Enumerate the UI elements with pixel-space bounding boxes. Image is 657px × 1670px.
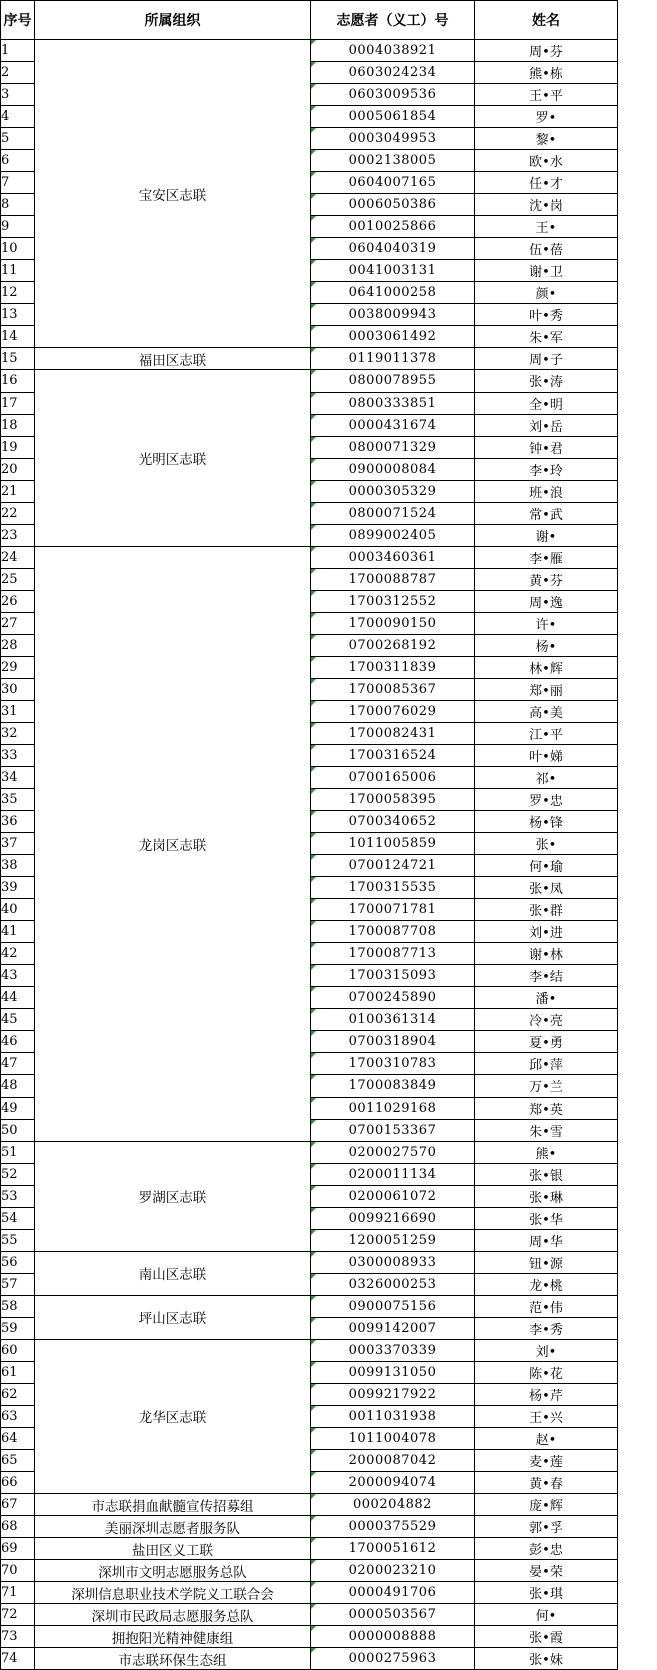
volunteer-id-cell: 0041003131 [311, 260, 475, 282]
row-index: 71 [1, 1582, 35, 1604]
table-row [1, 1538, 618, 1560]
volunteer-id-cell: 0010025866 [311, 216, 475, 238]
row-index: 67 [1, 1494, 35, 1516]
table-row [1, 1560, 618, 1582]
row-index: 21 [1, 480, 35, 502]
volunteer-id-cell: 0000008888 [311, 1626, 475, 1648]
name-cell: 王•兴 [475, 1405, 618, 1427]
row-index: 38 [1, 855, 35, 877]
volunteer-id-cell: 0200011134 [311, 1163, 475, 1185]
name-cell: 钮•源 [475, 1251, 618, 1273]
table-row [1, 370, 618, 392]
row-index: 47 [1, 1053, 35, 1075]
name-cell: 李•秀 [475, 1317, 618, 1339]
name-cell: 周•逸 [475, 590, 618, 612]
volunteer-id-cell: 0000503567 [311, 1604, 475, 1626]
name-cell: 龙•桃 [475, 1273, 618, 1295]
row-index: 73 [1, 1626, 35, 1648]
row-index: 7 [1, 172, 35, 194]
volunteer-id-cell: 0800071524 [311, 502, 475, 524]
name-cell: 黎• [475, 128, 618, 150]
name-cell: 杨•锋 [475, 811, 618, 833]
name-cell: 陈•花 [475, 1361, 618, 1383]
volunteer-id-cell: 1700087708 [311, 921, 475, 943]
name-cell: 颜• [475, 282, 618, 304]
volunteer-id-cell: 1200051259 [311, 1229, 475, 1251]
volunteer-id-cell: 1011004078 [311, 1427, 475, 1449]
row-index: 15 [1, 348, 35, 370]
name-cell: 王•平 [475, 84, 618, 106]
volunteer-id-cell: 0004038921 [311, 40, 475, 62]
volunteer-id-cell: 0002138005 [311, 150, 475, 172]
name-cell: 李•结 [475, 965, 618, 987]
header-name: 姓名 [475, 1, 618, 40]
table-row [1, 1604, 618, 1626]
volunteer-id-cell: 0700268192 [311, 634, 475, 656]
volunteer-id-cell: 1011005859 [311, 833, 475, 855]
name-cell: 刘• [475, 1339, 618, 1361]
name-cell: 熊•栋 [475, 62, 618, 84]
row-index: 41 [1, 921, 35, 943]
name-cell: 常•武 [475, 502, 618, 524]
volunteer-id-cell: 0603009536 [311, 84, 475, 106]
volunteer-id-cell: 0300008933 [311, 1251, 475, 1273]
volunteer-id-cell: 0038009943 [311, 304, 475, 326]
volunteer-id-cell: 0003460361 [311, 546, 475, 568]
volunteer-id-cell: 0000491706 [311, 1582, 475, 1604]
volunteer-id-cell: 0005061854 [311, 106, 475, 128]
name-cell: 郑•丽 [475, 678, 618, 700]
volunteer-id-cell: 1700090150 [311, 612, 475, 634]
volunteer-id-cell: 1700088787 [311, 568, 475, 590]
volunteer-id-cell: 0700245890 [311, 987, 475, 1009]
name-cell: 张•群 [475, 899, 618, 921]
name-cell: 万•兰 [475, 1075, 618, 1097]
organization-cell: 深圳市文明志愿服务总队 [35, 1560, 311, 1582]
row-index: 31 [1, 700, 35, 722]
volunteer-id-cell: 0326000253 [311, 1273, 475, 1295]
row-index: 36 [1, 811, 35, 833]
name-cell: 杨• [475, 634, 618, 656]
organization-cell: 美丽深圳志愿者服务队 [35, 1516, 311, 1538]
volunteer-id-cell: 1700082431 [311, 722, 475, 744]
row-index: 13 [1, 304, 35, 326]
row-index: 2 [1, 62, 35, 84]
volunteer-id-cell: 1700051612 [311, 1538, 475, 1560]
volunteer-id-cell: 2000094074 [311, 1472, 475, 1494]
organization-cell: 罗湖区志联 [35, 1141, 311, 1251]
name-cell: 杨•芹 [475, 1383, 618, 1405]
row-index: 66 [1, 1472, 35, 1494]
row-index: 44 [1, 987, 35, 1009]
row-index: 42 [1, 943, 35, 965]
organization-cell: 深圳市民政局志愿服务总队 [35, 1604, 311, 1626]
row-index: 32 [1, 722, 35, 744]
organization-cell: 福田区志联 [35, 348, 311, 370]
volunteer-id-cell: 1700087713 [311, 943, 475, 965]
table-row [1, 1295, 618, 1317]
organization-cell: 龙华区志联 [35, 1339, 311, 1493]
name-cell: 张•妹 [475, 1648, 618, 1670]
row-index: 20 [1, 458, 35, 480]
volunteer-id-cell: 1700312552 [311, 590, 475, 612]
volunteer-id-cell: 0900075156 [311, 1295, 475, 1317]
volunteer-id-cell: 0000431674 [311, 414, 475, 436]
name-cell: 全•明 [475, 392, 618, 414]
name-cell: 邱•萍 [475, 1053, 618, 1075]
volunteer-id-cell: 1700310783 [311, 1053, 475, 1075]
row-index: 4 [1, 106, 35, 128]
name-cell: 许• [475, 612, 618, 634]
name-cell: 张•霞 [475, 1626, 618, 1648]
volunteer-id-cell: 0899002405 [311, 524, 475, 546]
name-cell: 叶•秀 [475, 304, 618, 326]
table-row [1, 1582, 618, 1604]
volunteer-id-cell: 1700315535 [311, 877, 475, 899]
table-row [1, 1494, 618, 1516]
organization-cell: 拥抱阳光精神健康组 [35, 1626, 311, 1648]
header-volunteer-id: 志愿者（义工）号 [311, 1, 475, 40]
row-index: 45 [1, 1009, 35, 1031]
volunteer-id-cell: 0700153367 [311, 1119, 475, 1141]
name-cell: 沈•岗 [475, 194, 618, 216]
volunteer-id-cell: 0800071329 [311, 436, 475, 458]
name-cell: 张•凤 [475, 877, 618, 899]
organization-cell: 坪山区志联 [35, 1295, 311, 1339]
row-index: 61 [1, 1361, 35, 1383]
organization-cell: 市志联捐血献髓宣传招募组 [35, 1494, 311, 1516]
name-cell: 黄•春 [475, 1472, 618, 1494]
volunteer-id-cell: 0100361314 [311, 1009, 475, 1031]
row-index: 5 [1, 128, 35, 150]
volunteer-id-cell: 0003061492 [311, 326, 475, 348]
name-cell: 班•浪 [475, 480, 618, 502]
name-cell: 伍•蓓 [475, 238, 618, 260]
row-index: 30 [1, 678, 35, 700]
organization-cell: 光明区志联 [35, 370, 311, 546]
name-cell: 黄•芬 [475, 568, 618, 590]
table-row [1, 1339, 618, 1361]
organization-cell: 龙岗区志联 [35, 546, 311, 1141]
name-cell: 张•华 [475, 1207, 618, 1229]
row-index: 35 [1, 789, 35, 811]
volunteer-id-cell: 0604007165 [311, 172, 475, 194]
row-index: 24 [1, 546, 35, 568]
row-index: 3 [1, 84, 35, 106]
name-cell: 欧•水 [475, 150, 618, 172]
volunteer-id-cell: 0099142007 [311, 1317, 475, 1339]
row-index: 16 [1, 370, 35, 392]
row-index: 18 [1, 414, 35, 436]
table-row [1, 1141, 618, 1163]
row-index: 17 [1, 392, 35, 414]
header-row [1, 1, 618, 40]
name-cell: 张•琳 [475, 1185, 618, 1207]
table-body [1, 40, 618, 1670]
volunteer-id-cell: 000204882 [311, 1494, 475, 1516]
row-index: 26 [1, 590, 35, 612]
volunteer-id-cell: 0800078955 [311, 370, 475, 392]
name-cell: 周•华 [475, 1229, 618, 1251]
volunteer-id-cell: 0604040319 [311, 238, 475, 260]
row-index: 27 [1, 612, 35, 634]
row-index: 6 [1, 150, 35, 172]
table-row [1, 546, 618, 568]
name-cell: 李•雁 [475, 546, 618, 568]
name-cell: 张•琪 [475, 1582, 618, 1604]
name-cell: 谢• [475, 524, 618, 546]
name-cell: 彭•忠 [475, 1538, 618, 1560]
volunteer-id-cell: 0700318904 [311, 1031, 475, 1053]
volunteer-id-cell: 0000275963 [311, 1648, 475, 1670]
row-index: 22 [1, 502, 35, 524]
volunteer-id-cell: 0641000258 [311, 282, 475, 304]
row-index: 11 [1, 260, 35, 282]
row-index: 8 [1, 194, 35, 216]
row-index: 1 [1, 40, 35, 62]
volunteer-id-cell: 0011029168 [311, 1097, 475, 1119]
name-cell: 张•涛 [475, 370, 618, 392]
volunteer-id-cell: 0099131050 [311, 1361, 475, 1383]
name-cell: 朱•军 [475, 326, 618, 348]
volunteer-id-cell: 1700315093 [311, 965, 475, 987]
name-cell: 周•子 [475, 348, 618, 370]
name-cell: 晏•荣 [475, 1560, 618, 1582]
organization-cell: 宝安区志联 [35, 40, 311, 348]
row-index: 10 [1, 238, 35, 260]
name-cell: 刘•岳 [475, 414, 618, 436]
row-index: 49 [1, 1097, 35, 1119]
row-index: 63 [1, 1405, 35, 1427]
name-cell: 高•美 [475, 700, 618, 722]
volunteer-id-cell: 0011031938 [311, 1405, 475, 1427]
volunteer-id-cell: 0003049953 [311, 128, 475, 150]
name-cell: 麦•莲 [475, 1450, 618, 1472]
row-index: 34 [1, 767, 35, 789]
row-index: 57 [1, 1273, 35, 1295]
volunteer-id-cell: 0700340652 [311, 811, 475, 833]
row-index: 46 [1, 1031, 35, 1053]
organization-cell: 市志联环保生态组 [35, 1648, 311, 1670]
volunteer-id-cell: 1700316524 [311, 745, 475, 767]
name-cell: 江•平 [475, 722, 618, 744]
table-row [1, 1516, 618, 1538]
row-index: 62 [1, 1383, 35, 1405]
row-index: 68 [1, 1516, 35, 1538]
row-index: 70 [1, 1560, 35, 1582]
row-index: 69 [1, 1538, 35, 1560]
name-cell: 何•瑜 [475, 855, 618, 877]
row-index: 43 [1, 965, 35, 987]
name-cell: 何• [475, 1604, 618, 1626]
name-cell: 叶•娣 [475, 745, 618, 767]
row-index: 56 [1, 1251, 35, 1273]
row-index: 65 [1, 1450, 35, 1472]
row-index: 19 [1, 436, 35, 458]
name-cell: 罗• [475, 106, 618, 128]
row-index: 74 [1, 1648, 35, 1670]
row-index: 37 [1, 833, 35, 855]
volunteer-id-cell: 0200061072 [311, 1185, 475, 1207]
header-organization: 所属组织 [35, 1, 311, 40]
organization-cell: 南山区志联 [35, 1251, 311, 1295]
row-index: 12 [1, 282, 35, 304]
volunteer-id-cell: 0800333851 [311, 392, 475, 414]
row-index: 25 [1, 568, 35, 590]
table-row [1, 348, 618, 370]
volunteer-id-cell: 0006050386 [311, 194, 475, 216]
name-cell: 熊• [475, 1141, 618, 1163]
name-cell: 谢•卫 [475, 260, 618, 282]
volunteer-id-cell: 0000305329 [311, 480, 475, 502]
name-cell: 冷•亮 [475, 1009, 618, 1031]
name-cell: 任•才 [475, 172, 618, 194]
name-cell: 林•辉 [475, 656, 618, 678]
name-cell: 范•伟 [475, 1295, 618, 1317]
row-index: 55 [1, 1229, 35, 1251]
row-index: 58 [1, 1295, 35, 1317]
volunteer-id-cell: 0099217922 [311, 1383, 475, 1405]
table-row [1, 1626, 618, 1648]
name-cell: 庞•辉 [475, 1494, 618, 1516]
name-cell: 赵• [475, 1427, 618, 1449]
volunteer-id-cell: 0000375529 [311, 1516, 475, 1538]
table-row [1, 1251, 618, 1273]
name-cell: 罗•忠 [475, 789, 618, 811]
row-index: 64 [1, 1427, 35, 1449]
row-index: 60 [1, 1339, 35, 1361]
name-cell: 朱•雪 [475, 1119, 618, 1141]
volunteer-id-cell: 2000087042 [311, 1450, 475, 1472]
row-index: 9 [1, 216, 35, 238]
name-cell: 李•玲 [475, 458, 618, 480]
row-index: 23 [1, 524, 35, 546]
name-cell: 王• [475, 216, 618, 238]
row-index: 33 [1, 745, 35, 767]
volunteer-id-cell: 1700085367 [311, 678, 475, 700]
name-cell: 张•银 [475, 1163, 618, 1185]
name-cell: 钟•君 [475, 436, 618, 458]
volunteer-id-cell: 0003370339 [311, 1339, 475, 1361]
volunteer-id-cell: 0700124721 [311, 855, 475, 877]
volunteer-id-cell: 1700083849 [311, 1075, 475, 1097]
row-index: 51 [1, 1141, 35, 1163]
row-index: 53 [1, 1185, 35, 1207]
row-index: 52 [1, 1163, 35, 1185]
volunteer-id-cell: 0099216690 [311, 1207, 475, 1229]
name-cell: 郭•孚 [475, 1516, 618, 1538]
row-index: 48 [1, 1075, 35, 1097]
header-index: 序号 [1, 1, 35, 40]
volunteer-id-cell: 0200023210 [311, 1560, 475, 1582]
row-index: 40 [1, 899, 35, 921]
volunteer-id-cell: 0603024234 [311, 62, 475, 84]
row-index: 29 [1, 656, 35, 678]
row-index: 39 [1, 877, 35, 899]
row-index: 54 [1, 1207, 35, 1229]
name-cell: 刘•进 [475, 921, 618, 943]
name-cell: 祁• [475, 767, 618, 789]
row-index: 50 [1, 1119, 35, 1141]
volunteer-id-cell: 0119011378 [311, 348, 475, 370]
volunteer-id-cell: 1700076029 [311, 700, 475, 722]
name-cell: 谢•林 [475, 943, 618, 965]
name-cell: 郑•英 [475, 1097, 618, 1119]
volunteer-id-cell: 1700071781 [311, 899, 475, 921]
name-cell: 潘• [475, 987, 618, 1009]
name-cell: 张• [475, 833, 618, 855]
volunteer-id-cell: 0700165006 [311, 767, 475, 789]
organization-cell: 盐田区义工联 [35, 1538, 311, 1560]
volunteer-id-cell: 1700311839 [311, 656, 475, 678]
volunteer-id-cell: 0900008084 [311, 458, 475, 480]
table-row [1, 1648, 618, 1670]
table-row [1, 40, 618, 62]
row-index: 28 [1, 634, 35, 656]
name-cell: 周•芬 [475, 40, 618, 62]
row-index: 72 [1, 1604, 35, 1626]
volunteer-id-cell: 0200027570 [311, 1141, 475, 1163]
row-index: 59 [1, 1317, 35, 1339]
name-cell: 夏•勇 [475, 1031, 618, 1053]
row-index: 14 [1, 326, 35, 348]
volunteer-id-cell: 1700058395 [311, 789, 475, 811]
organization-cell: 深圳信息职业技术学院义工联合会 [35, 1582, 311, 1604]
